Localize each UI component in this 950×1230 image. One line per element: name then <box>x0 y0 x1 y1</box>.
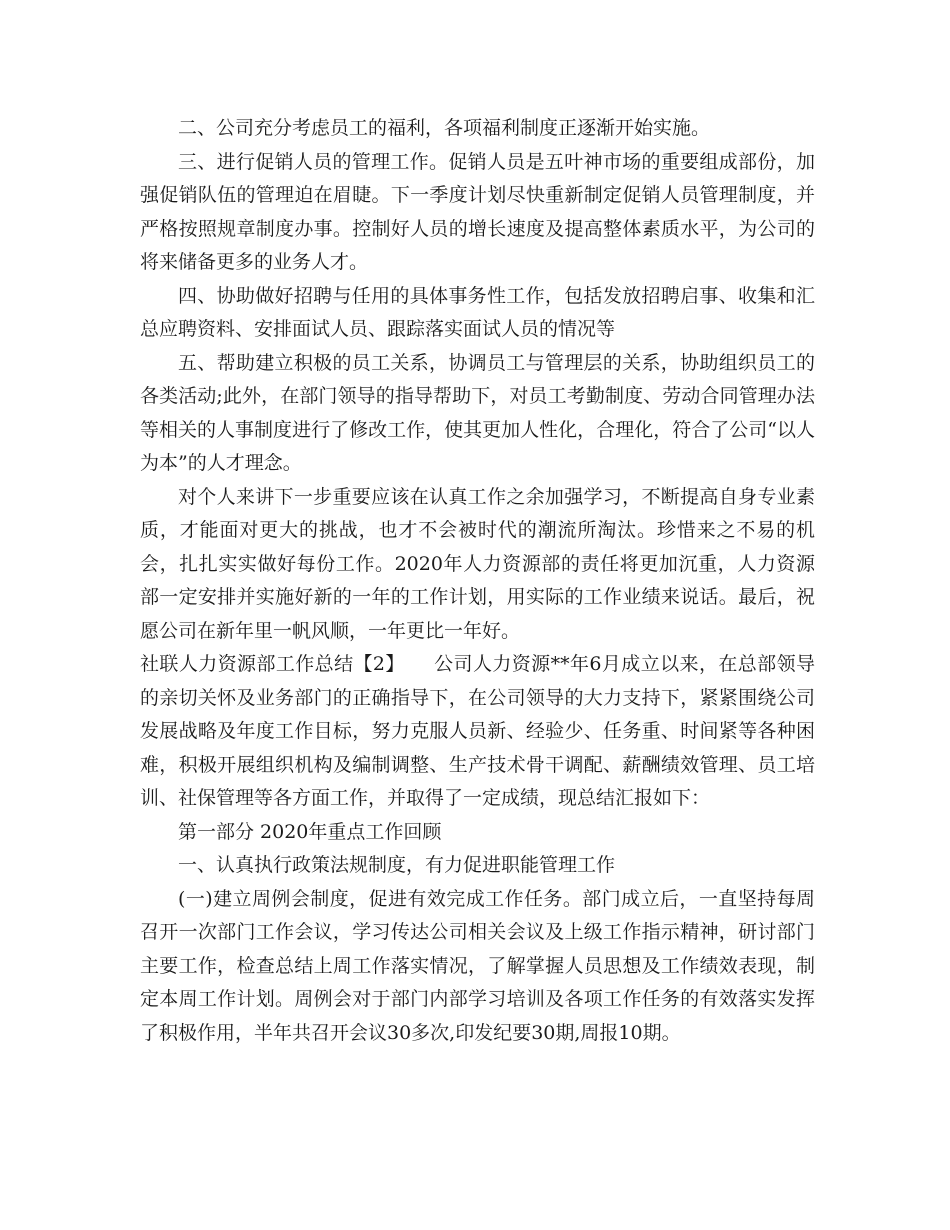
paragraph-promotion-staff: 三、进行促销人员的管理工作。促销人员是五叶神市场的重要组成部份，加强促销队伍的管理迫在眉睫。下一季度计划尽快重新制定促销人员管理制度，并严格按照规章制度办事。控制好人员的增长速度及提高整体素质水平，为公司的将来储备更多的业务人才。 <box>140 150 815 273</box>
paragraph-weekly-meeting: (一)建立周例会制度，促进有效完成工作任务。部门成立后，一直坚持每周召开一次部门工作会议，学习传达公司相关会议及上级工作指示精神，研讨部门主要工作，检查总结上周工作落实情况，了解掌握人员思想及工作绩效表现，制定本周工作计划。周例会对于部门内部学习培训及各项工作任务的有效落实发挥了积极作用，半年共召开会议30多次,印发纪要30期,周报10期。 <box>140 887 815 1044</box>
paragraph-welfare: 二、公司充分考虑员工的福利，各项福利制度正逐渐开始实施。 <box>178 117 711 139</box>
document-page <box>140 112 815 1050</box>
paragraph-recruitment: 四、协助做好招聘与任用的具体事务性工作，包括发放招聘启事、收集和汇总应聘资料、安排面试人员、跟踪落实面试人员的情况等 <box>140 284 815 340</box>
subsection-heading-policy: 一、认真执行政策法规制度，有力促进职能管理工作 <box>178 854 616 876</box>
section-heading-part-one: 第一部分 2020年重点工作回顾 <box>178 820 442 843</box>
paragraph-summary-2-intro: 社联人力资源部工作总结【2】 公司人力资源**年6月成立以来，在总部领导的亲切关怀及业务部门的正确指导下，在公司领导的大力支持下，紧紧围绕公司发展战略及年度工作目标，努力克服人员新、经验少、任务重、时间紧等各种困难，积极开展组织机构及编制调整、生产技术骨干调配、薪酬绩效管理、员工培训、社保管理等各方面工作，并取得了一定成绩，现总结汇报如下： <box>140 653 815 809</box>
paragraph-employee-relations: 五、帮助建立积极的员工关系，协调员工与管理层的关系，协助组织员工的各类活动;此外，在部门领导的指导帮助下，对员工考勤制度、劳动合同管理办法等相关的人事制度进行了修改工作，使其更加人性化，合理化，符合了公司“以人为本”的人才理念。 <box>140 351 815 474</box>
paragraph-personal-plan: 对个人来讲下一步重要应该在认真工作之余加强学习，不断提高自身专业素质，才能面对更大的挑战，也才不会被时代的潮流所淘汰。珍惜来之不易的机会，扎扎实实做好每份工作。2020年人力资源部的责任将更加沉重，人力资源部一定安排并实施好新的一年的工作计划，用实际的工作业绩来说话。最后，祝愿公司在新年里一帆风顺，一年更比一年好。 <box>140 485 815 642</box>
